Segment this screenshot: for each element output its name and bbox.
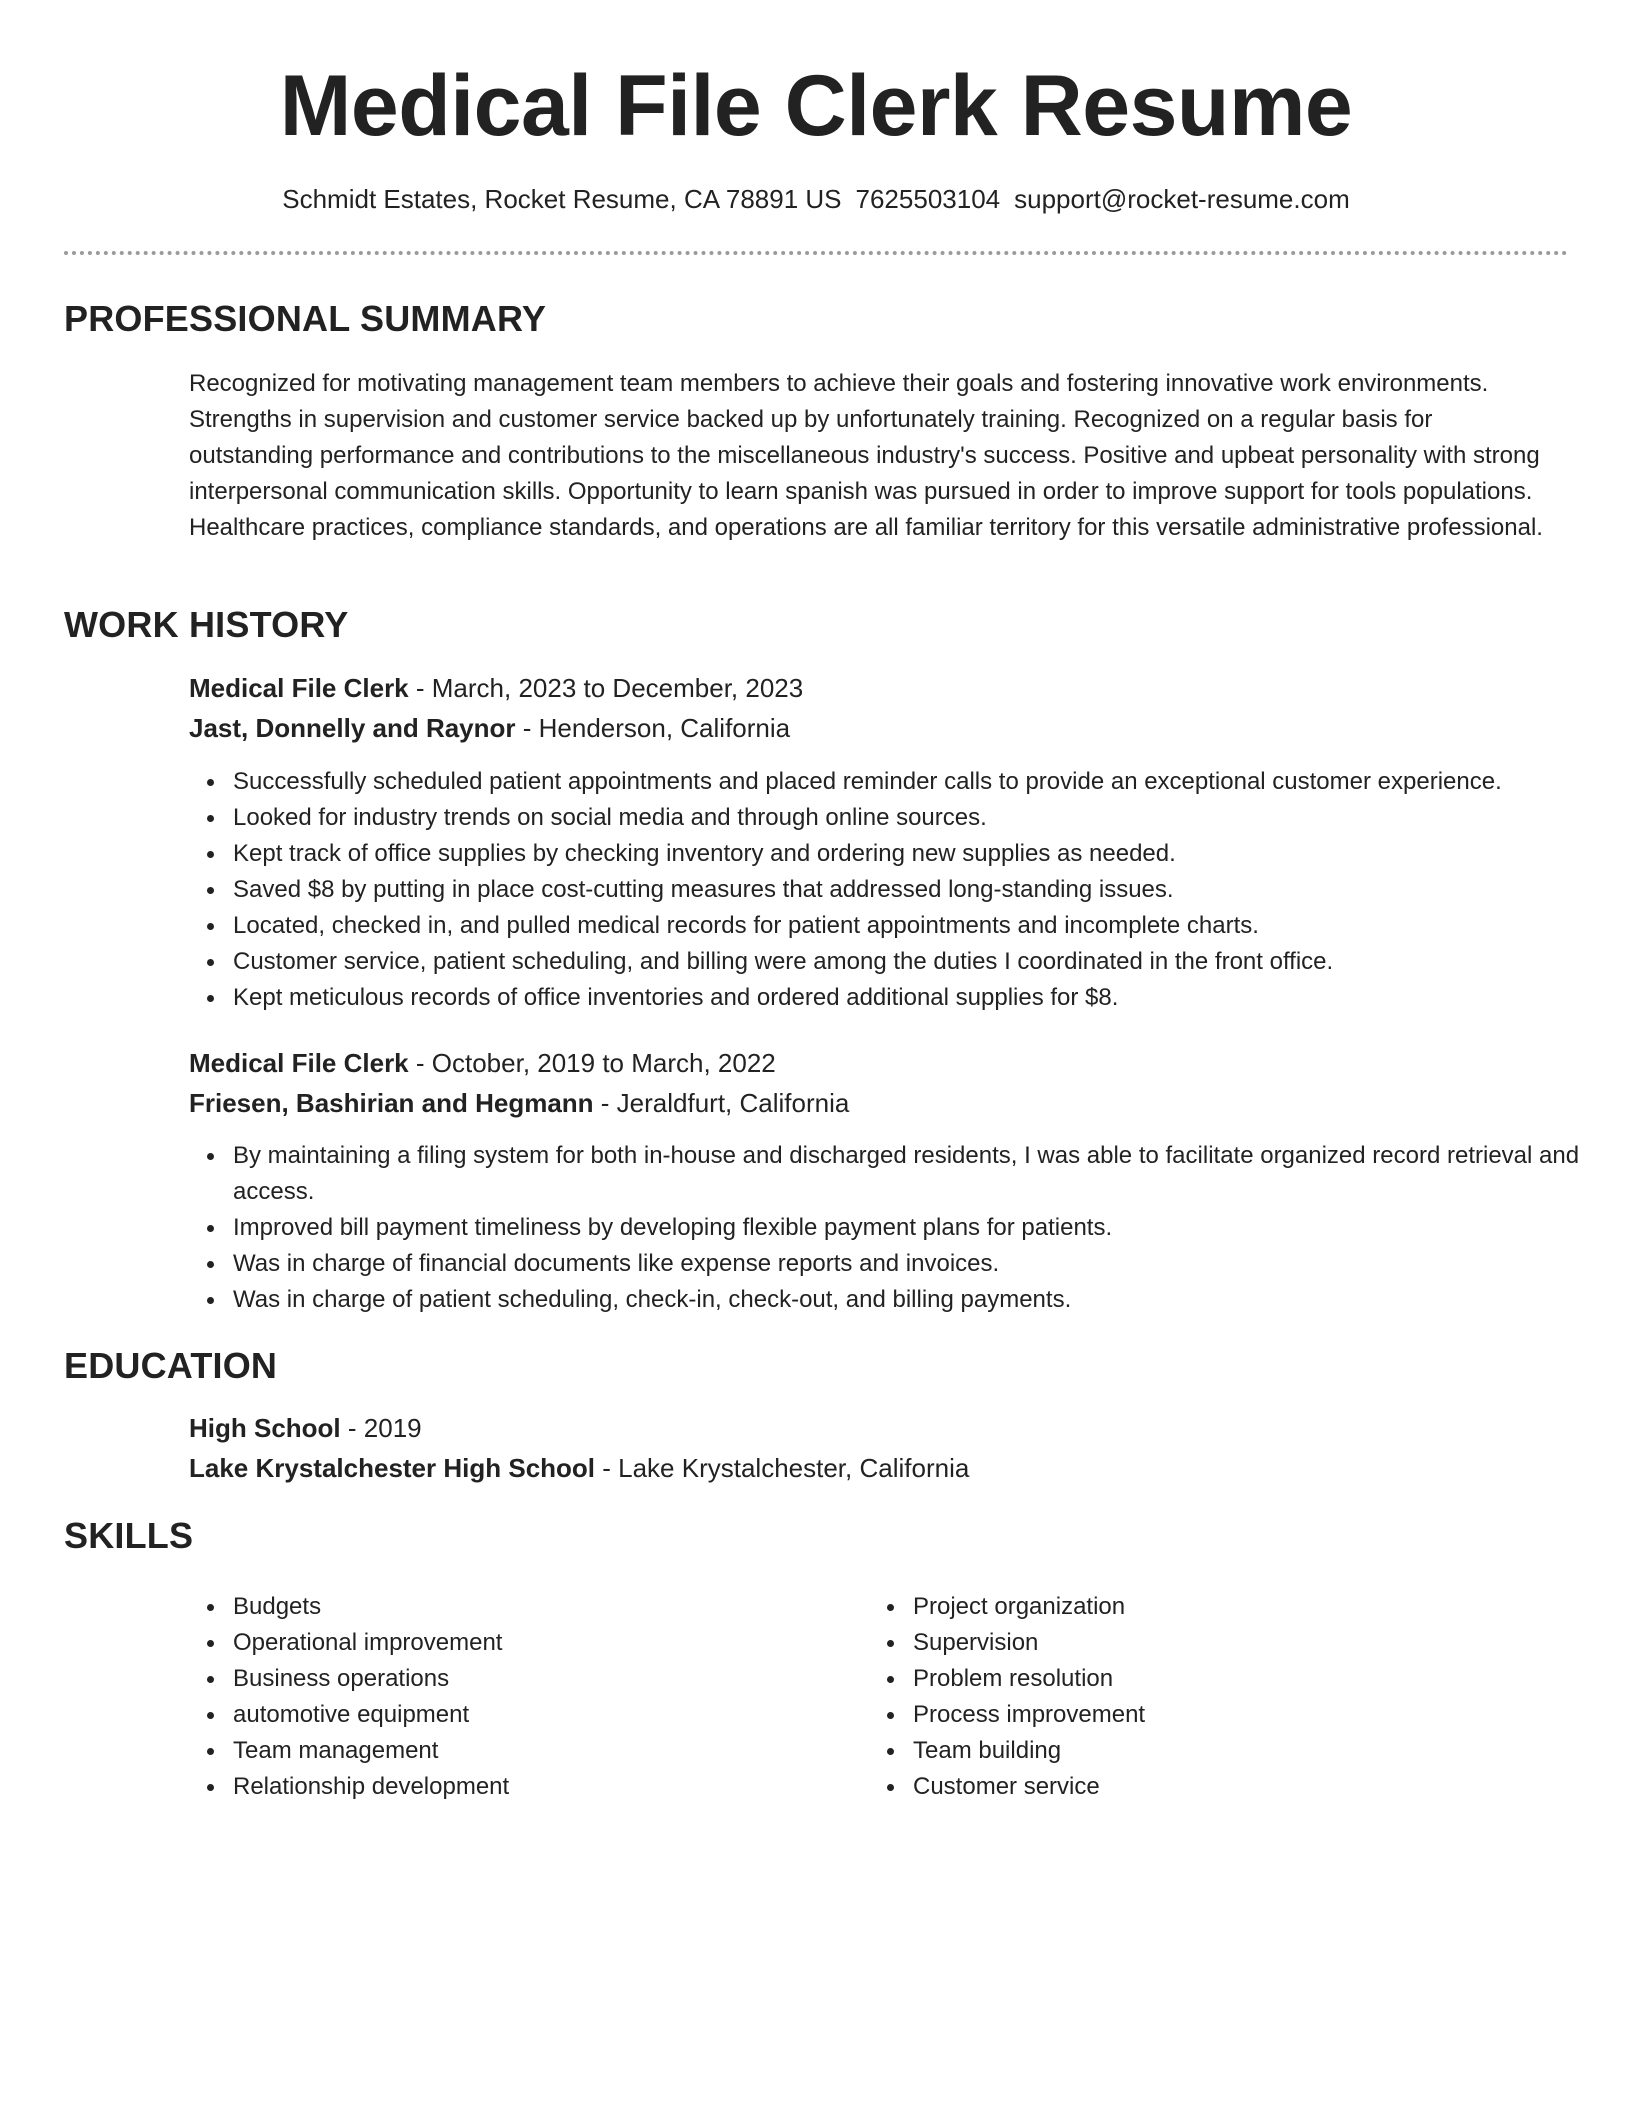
job-dates: - March, 2023 to December, 2023	[408, 673, 804, 703]
skill-item: Business operations	[233, 1661, 853, 1697]
list-item: Kept meticulous records of office inventories and ordered additional supplies for $8.	[233, 980, 1613, 1016]
skill-item: Team management	[233, 1733, 853, 1769]
contact-line	[0, 182, 1632, 216]
skill-item: Project organization	[913, 1589, 1533, 1625]
education-school-line	[189, 1451, 969, 1485]
list-item: Was in charge of financial documents like expense reports and invoices.	[233, 1246, 1613, 1282]
job-title: Medical File Clerk	[189, 1048, 409, 1078]
list-item: By maintaining a filing system for both in-house and discharged residents, I was able to facilitate organized record retrieval and access.	[233, 1138, 1613, 1210]
list-item: Looked for industry trends on social media and through online sources.	[233, 800, 1613, 836]
header-divider	[64, 251, 1568, 255]
list-item: Kept track of office supplies by checking inventory and ordering new supplies as needed.	[233, 836, 1613, 872]
job-title-line	[189, 671, 803, 705]
contact-phone: 7625503104	[855, 184, 1001, 214]
list-item: Saved $8 by putting in place cost-cutting measures that addressed long-standing issues.	[233, 872, 1613, 908]
list-item: Improved bill payment timeliness by developing flexible payment plans for patients.	[233, 1210, 1613, 1246]
skill-item: Budgets	[233, 1589, 853, 1625]
job-bullets	[189, 1138, 1613, 1318]
section-title-education: EDUCATION	[64, 1345, 278, 1386]
resume-title: Medical File Clerk Resume	[279, 58, 1353, 154]
skill-item: Relationship development	[233, 1769, 853, 1805]
education-location: - Lake Krystalchester, California	[595, 1453, 970, 1483]
job-company: Jast, Donnelly and Raynor	[189, 713, 516, 743]
job-location: - Henderson, California	[515, 713, 791, 743]
section-title-skills: SKILLS	[64, 1515, 194, 1556]
job-bullets	[189, 764, 1613, 1016]
list-item: Was in charge of patient scheduling, check-in, check-out, and billing payments.	[233, 1282, 1613, 1318]
skill-item: Operational improvement	[233, 1625, 853, 1661]
education-school: Lake Krystalchester High School	[189, 1453, 596, 1483]
contact-address: Schmidt Estates, Rocket Resume, CA 78891 US	[282, 184, 842, 214]
list-item: Located, checked in, and pulled medical records for patient appointments and incomplete charts.	[233, 908, 1613, 944]
job-company: Friesen, Bashirian and Hegmann	[189, 1088, 594, 1118]
job-title: Medical File Clerk	[189, 673, 409, 703]
summary-text: Recognized for motivating management team members to achieve their goals and fostering innovative work environments. Strengths in supervision and customer service backed up by unfortunately training. Recognized on a regular basis for outstanding performance and contributions to the miscellaneous industry's success. Positive and upbeat personality with strong interpersonal communication skills. Opportunity to learn spanish was pursued in order to improve support for tools populations. Healthcare practices, compliance standards, and operations are all familiar territory for this versatile administrative professional.	[189, 370, 1543, 541]
education-degree-line	[189, 1411, 422, 1445]
skills-list-left	[189, 1589, 853, 1805]
job-title-line	[189, 1046, 776, 1080]
education-degree: High School	[189, 1413, 341, 1443]
section-title-work: WORK HISTORY	[64, 604, 349, 645]
skill-item: Team building	[913, 1733, 1533, 1769]
contact-email: support@rocket-resume.com	[1014, 184, 1350, 214]
skill-item: automotive equipment	[233, 1697, 853, 1733]
skill-item: Customer service	[913, 1769, 1533, 1805]
skill-item: Problem resolution	[913, 1661, 1533, 1697]
job-location: - Jeraldfurt, California	[593, 1088, 850, 1118]
section-title-summary: PROFESSIONAL SUMMARY	[64, 298, 547, 339]
list-item: Customer service, patient scheduling, and billing were among the duties I coordinated in the front office.	[233, 944, 1613, 980]
skill-item: Process improvement	[913, 1697, 1533, 1733]
job-company-line	[189, 1086, 849, 1120]
list-item: Successfully scheduled patient appointments and placed reminder calls to provide an exceptional customer experience.	[233, 764, 1613, 800]
job-dates: - October, 2019 to March, 2022	[408, 1048, 776, 1078]
job-company-line	[189, 711, 790, 745]
education-year: - 2019	[340, 1413, 422, 1443]
skills-list-right	[869, 1589, 1533, 1805]
skill-item: Supervision	[913, 1625, 1533, 1661]
